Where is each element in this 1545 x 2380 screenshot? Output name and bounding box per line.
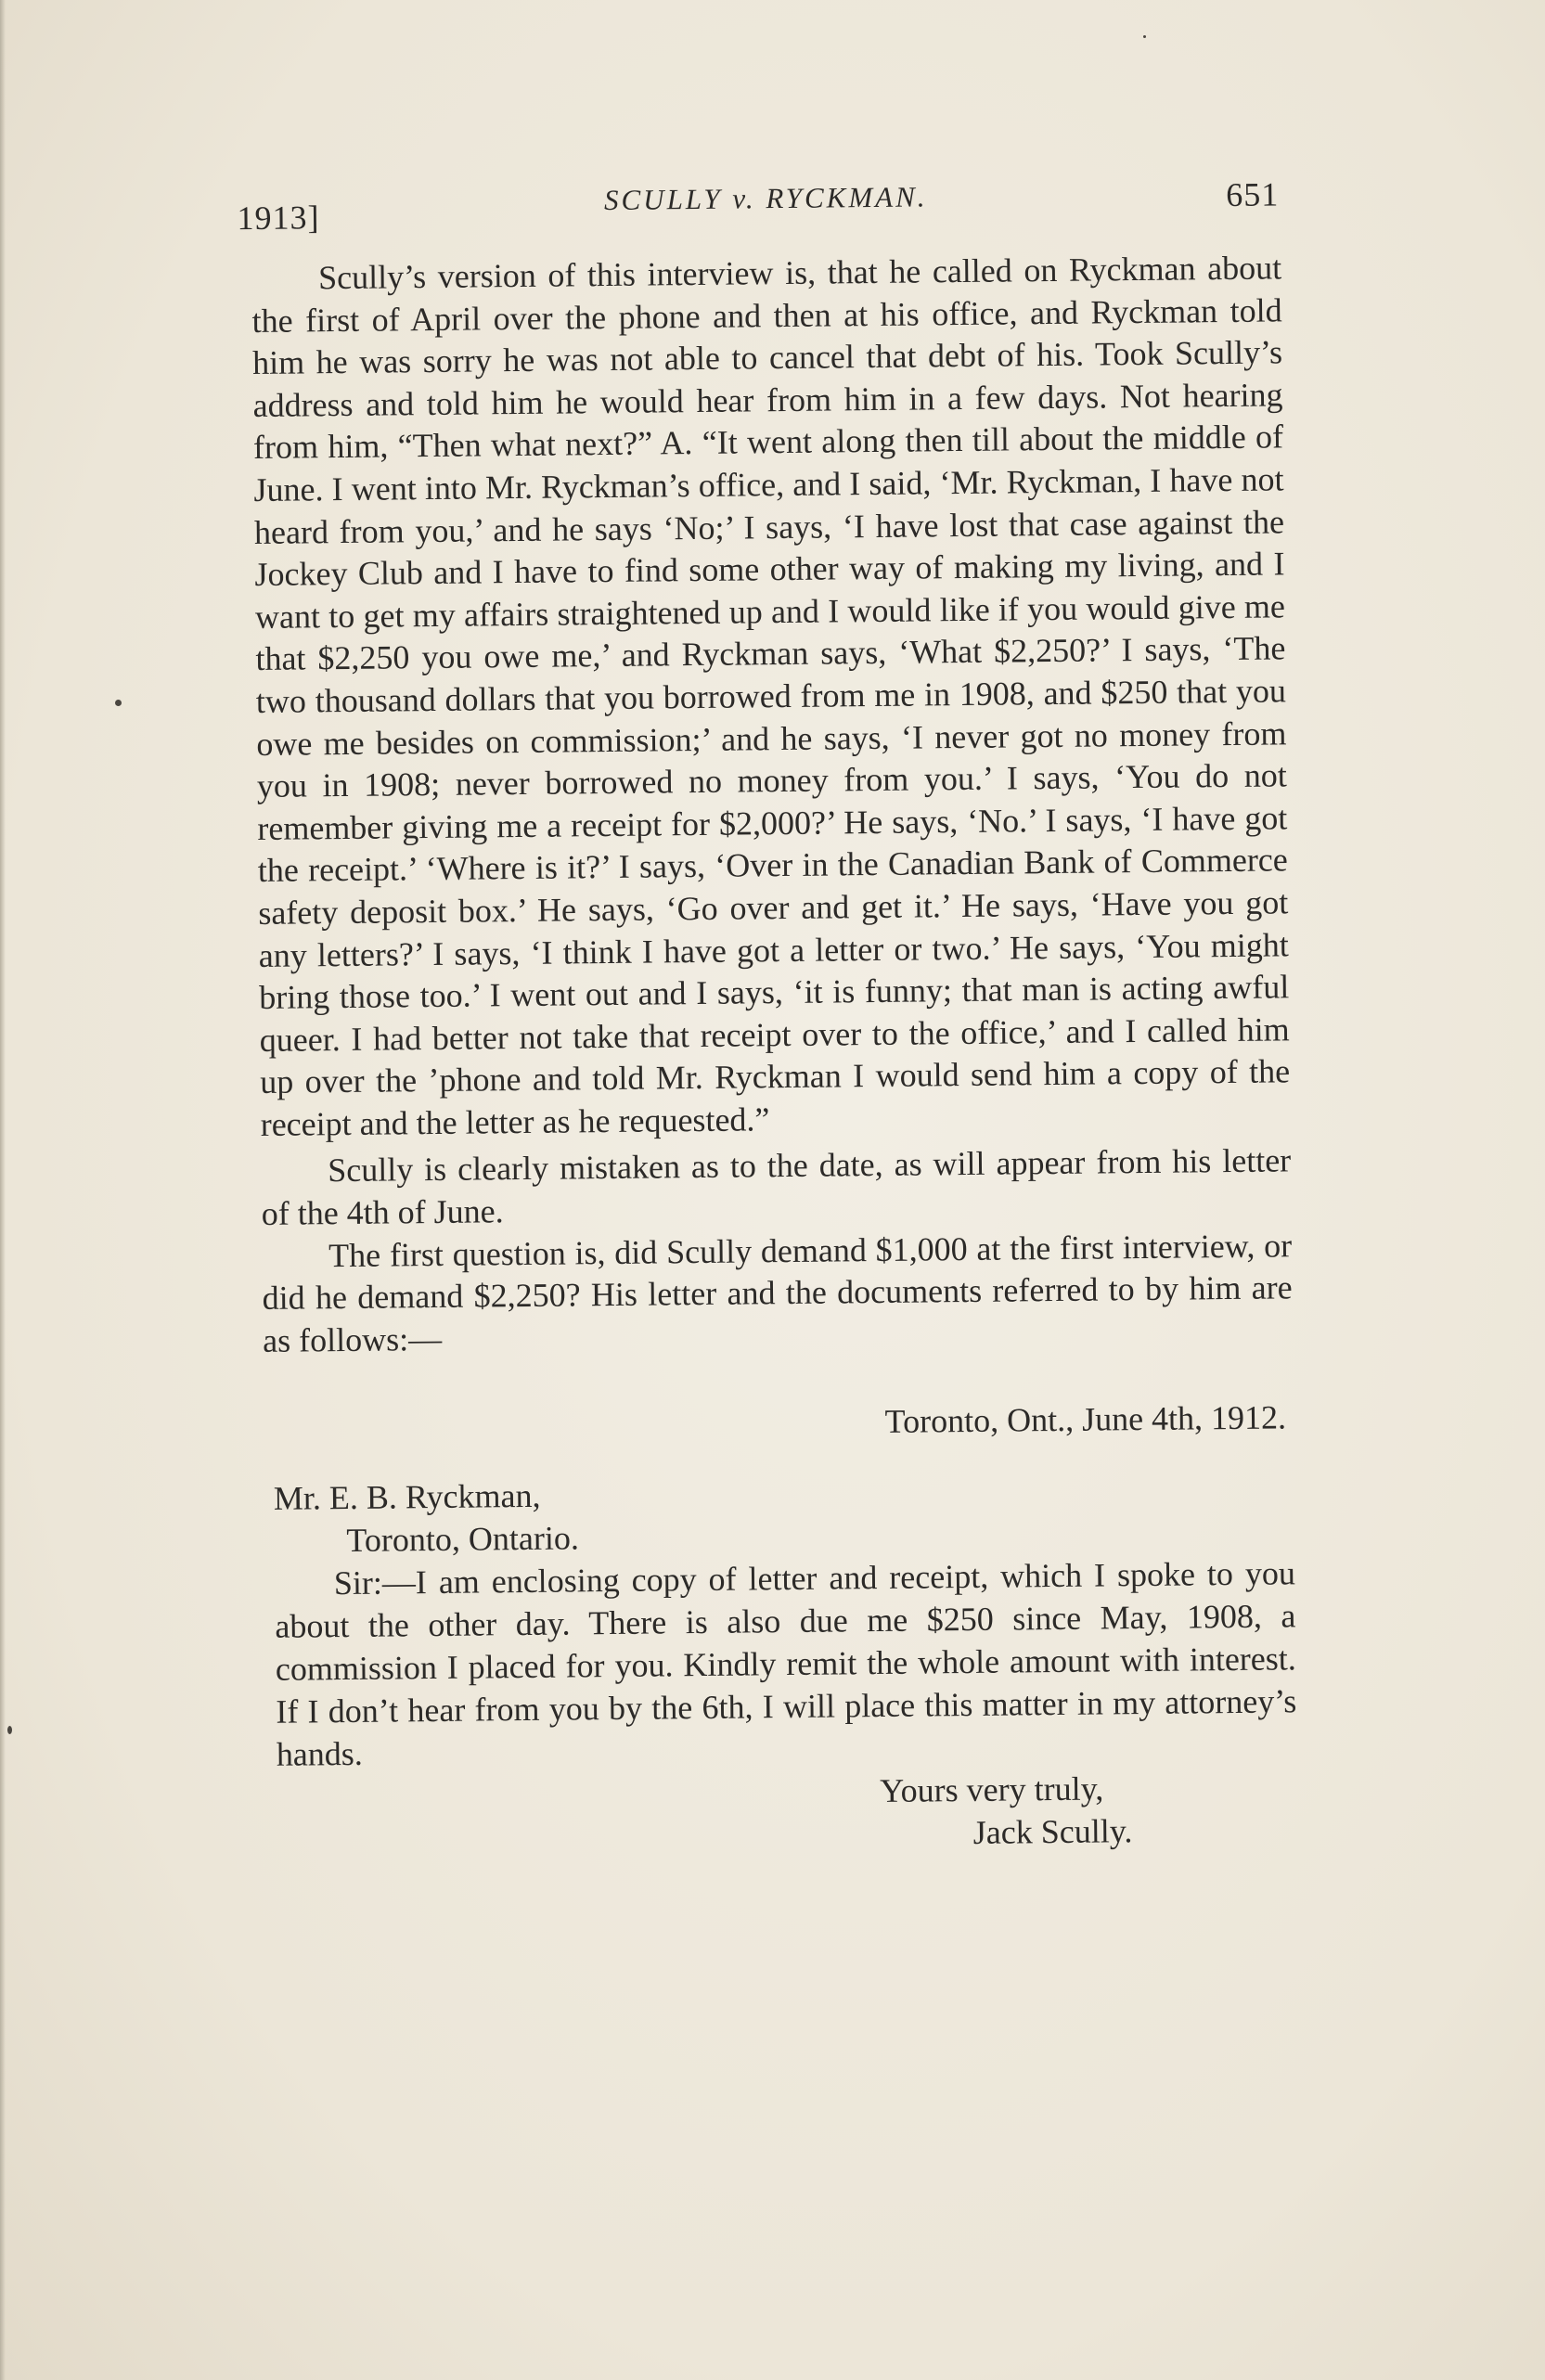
body-paragraph: Scully is clearly mistaken as to the date, as will appear from his letter of the 4th of June. (261, 1141, 1292, 1233)
stray-mark (7, 1726, 12, 1734)
page-number: 651 (1226, 175, 1280, 213)
stray-mark (1143, 35, 1146, 38)
letter-signature: Jack Scully. (972, 1812, 1133, 1852)
letter-body: Sir:—I am enclosing copy of letter and receipt, which I spoke to you about the other day. There is also due me $250 since May, 1908, a commission I placed for you. Kindly remit the whole amount with interest. If I don’t hear from you by the 6th, I will place this matter in my attorney’s hands. (275, 1554, 1297, 1774)
body-paragraph: The first question is, did Scully demand $1,000 at the first interview, or did he demand $2,250? His letter and the documents referred to by him are as follows:— (262, 1226, 1293, 1359)
running-head-year: 1913] (237, 199, 320, 238)
stray-mark (115, 700, 122, 706)
letter-dateline: Toronto, Ont., June 4th, 1912. (884, 1398, 1287, 1441)
text-block (237, 165, 1298, 1861)
running-head-title: SCULLY v. RYCKMAN. (603, 180, 928, 217)
body-paragraph: Scully’s version of this interview is, that he called on Ryckman about the first of April over the phone and then at his office, and Ryckman told him he was sorry he was not able to cancel that debt of his. Took Scully’s address and told him he would hear from him in a few days. Not hearing from him, “Then what next?” A. “It went along then till about the middle of June. I went into Mr. Ryckman’s office, and I said, ‘Mr. Ryckman, I have not heard from you,’ and he says ‘No;’ I says, ‘I have lost that case against the Jockey Club and I have to find some other way of making my living, and I want to get my affairs straightened up and I would like if you would give me that $2,250 you owe me,’ and Ryckman says, ‘What $2,250?’ I says, ‘The two thousand dollars that you borrowed from me in 1908, and $250 that you owe me besides on commission;’ and he says, ‘I never got no money from you in 1908; never borrowed no money from you.’ I says, ‘You do not remember giving me a receipt for $2,000?’ He says, ‘No.’ I says, ‘I have got the receipt.’ ‘Where is it?’ I says, ‘Over in the Canadian Bank of Commerce safety deposit box.’ He says, ‘Go over and get it.’ He says, ‘Have you got any letters?’ I says, ‘I think I have got a letter or two.’ He says, ‘You might bring those too.’ I went out and I says, ‘it is funny; that man is acting awful queer. I had better not take that receipt over to the office,’ and I called him up over the ’phone and told Mr. Ryckman I would send him a copy of the receipt and the letter as he requested.” (251, 249, 1291, 1143)
letter-addressee: Mr. E. B. Ryckman, (273, 1477, 541, 1518)
running-head (237, 165, 1281, 238)
page-binding-shadow (0, 0, 6, 2380)
letter-closing: Yours very truly, (880, 1769, 1104, 1810)
letter-address: Toronto, Ontario. (346, 1519, 580, 1560)
